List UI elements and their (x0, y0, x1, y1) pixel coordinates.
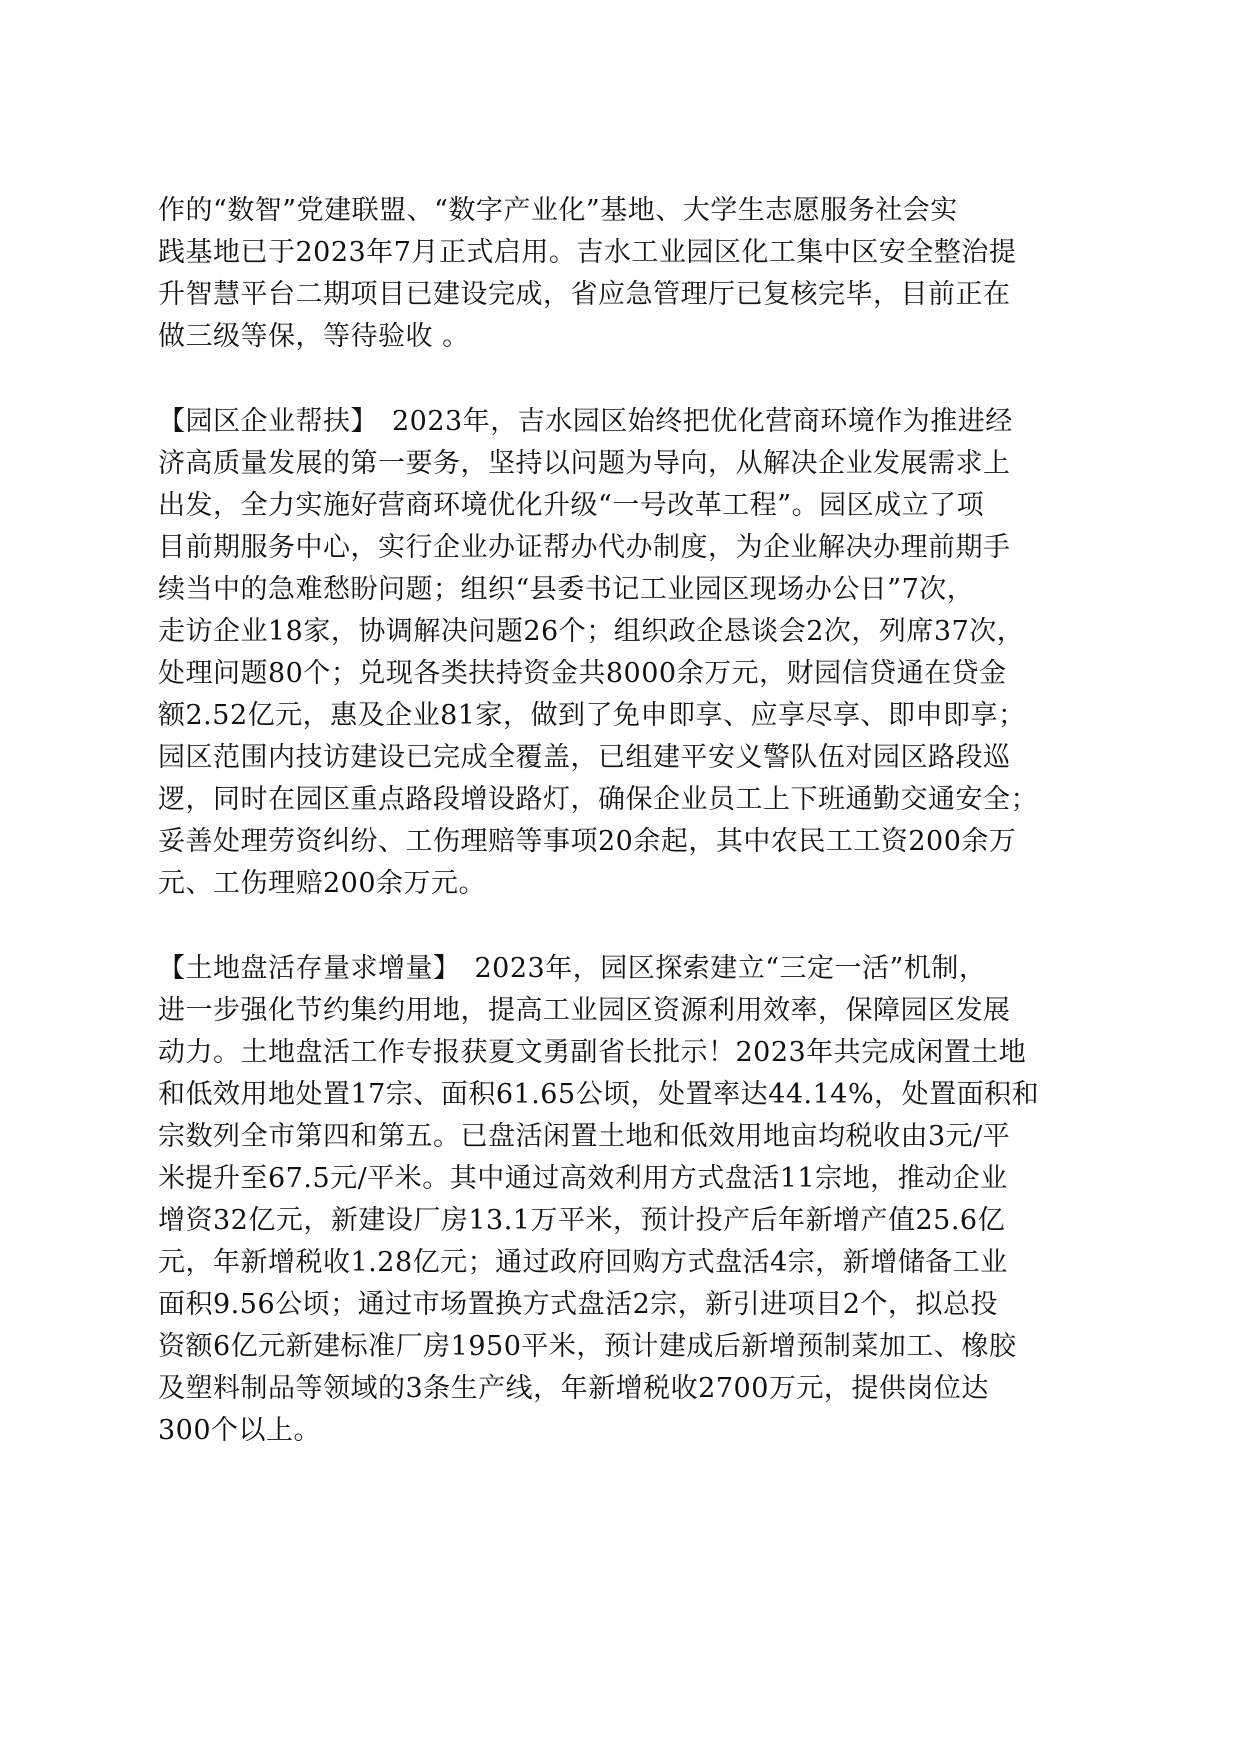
text-line: 进一步强化节约集约用地，提高工业园区资源利用效率，保障园区发展 (158, 995, 1011, 1026)
text-line: 300个以上。 (158, 1415, 322, 1446)
text-line: 逻，同时在园区重点路段增设路灯，确保企业员工上下班通勤交通安全； (158, 784, 1038, 815)
paragraph-enterprise-support (158, 401, 1078, 905)
text-line: 额2.52亿元，惠及企业81家，做到了免申即享、应享尽享、即申即享； (158, 700, 1026, 731)
paragraph-spacer (158, 358, 1078, 401)
paragraph-land-revitalization (158, 948, 1078, 1452)
text-line: 【土地盘活存量求增量】 2023年，园区探索建立“三定一活”机制， (158, 953, 987, 984)
text-line: 【园区企业帮扶】 2023年，吉水园区始终把优化营商环境作为推进经 (158, 406, 1013, 437)
text-line: 元，年新增税收1.28亿元；通过政府回购方式盘活4宗，新增储备工业 (158, 1247, 1008, 1278)
text-line: 动力。土地盘活工作专报获夏文勇副省长批示！2023年共完成闲置土地 (158, 1037, 1027, 1068)
text-line: 升智慧平台二期项目已建设完成，省应急管理厅已复核完毕，目前正在 (158, 279, 1011, 310)
text-line: 处理问题80个；兑现各类扶持资金共8000余万元，财园信贷通在贷金 (158, 658, 1007, 689)
text-line: 宗数列全市第四和第五。已盘活闲置土地和低效用地亩均税收由3元/平 (158, 1121, 1011, 1152)
text-line: 做三级等保，等待验收 。 (158, 321, 470, 352)
text-line: 目前期服务中心，实行企业办证帮办代办制度，为企业解决办理前期手 (158, 532, 1011, 563)
text-line: 作的“数智”党建联盟、“数字产业化”基地、大学生志愿服务社会实 (158, 195, 958, 226)
text-line: 济高质量发展的第一要务，坚持以问题为导向，从解决企业发展需求上 (158, 448, 1011, 479)
text-line: 面积9.56公顷；通过市场置换方式盘活2宗，新引进项目2个，拟总投 (158, 1289, 998, 1320)
text-line: 和低效用地处置17宗、面积61.65公顷，处置率达44.14%，处置面积和 (158, 1079, 1040, 1110)
paragraph-smart-platform (158, 190, 1078, 358)
paragraph-spacer (158, 905, 1078, 948)
document-body (158, 190, 1078, 1452)
text-line: 米提升至67.5元/平米。其中通过高效利用方式盘活11宗地，推动企业 (158, 1163, 1008, 1194)
text-line: 走访企业18家，协调解决问题26个；组织政企恳谈会2次，列席37次， (158, 616, 1025, 647)
text-line: 践基地已于2023年7月正式启用。吉水工业园区化工集中区安全整治提 (158, 237, 1017, 268)
text-line: 资额6亿元新建标准厂房1950平米，预计建成后新增预制菜加工、橡胶 (158, 1331, 1017, 1362)
text-line: 元、工伤理赔200余万元。 (158, 868, 487, 899)
text-line: 续当中的急难愁盼问题；组织“县委书记工业园区现场办公日”7次， (158, 574, 975, 605)
text-line: 增资32亿元，新建设厂房13.1万平米，预计投产后年新增产值25.6亿 (158, 1205, 1006, 1236)
text-line: 妥善处理劳资纠纷、工伤理赔等事项20余起，其中农民工工资200余万 (158, 826, 1017, 857)
text-line: 出发，全力实施好营商环境优化升级“一号改革工程”。园区成立了项 (158, 490, 985, 521)
text-line: 园区范围内技访建设已完成全覆盖，已组建平安义警队伍对园区路段巡 (158, 742, 1011, 773)
text-line: 及塑料制品等领域的3条生产线，年新增税收2700万元，提供岗位达 (158, 1373, 989, 1404)
